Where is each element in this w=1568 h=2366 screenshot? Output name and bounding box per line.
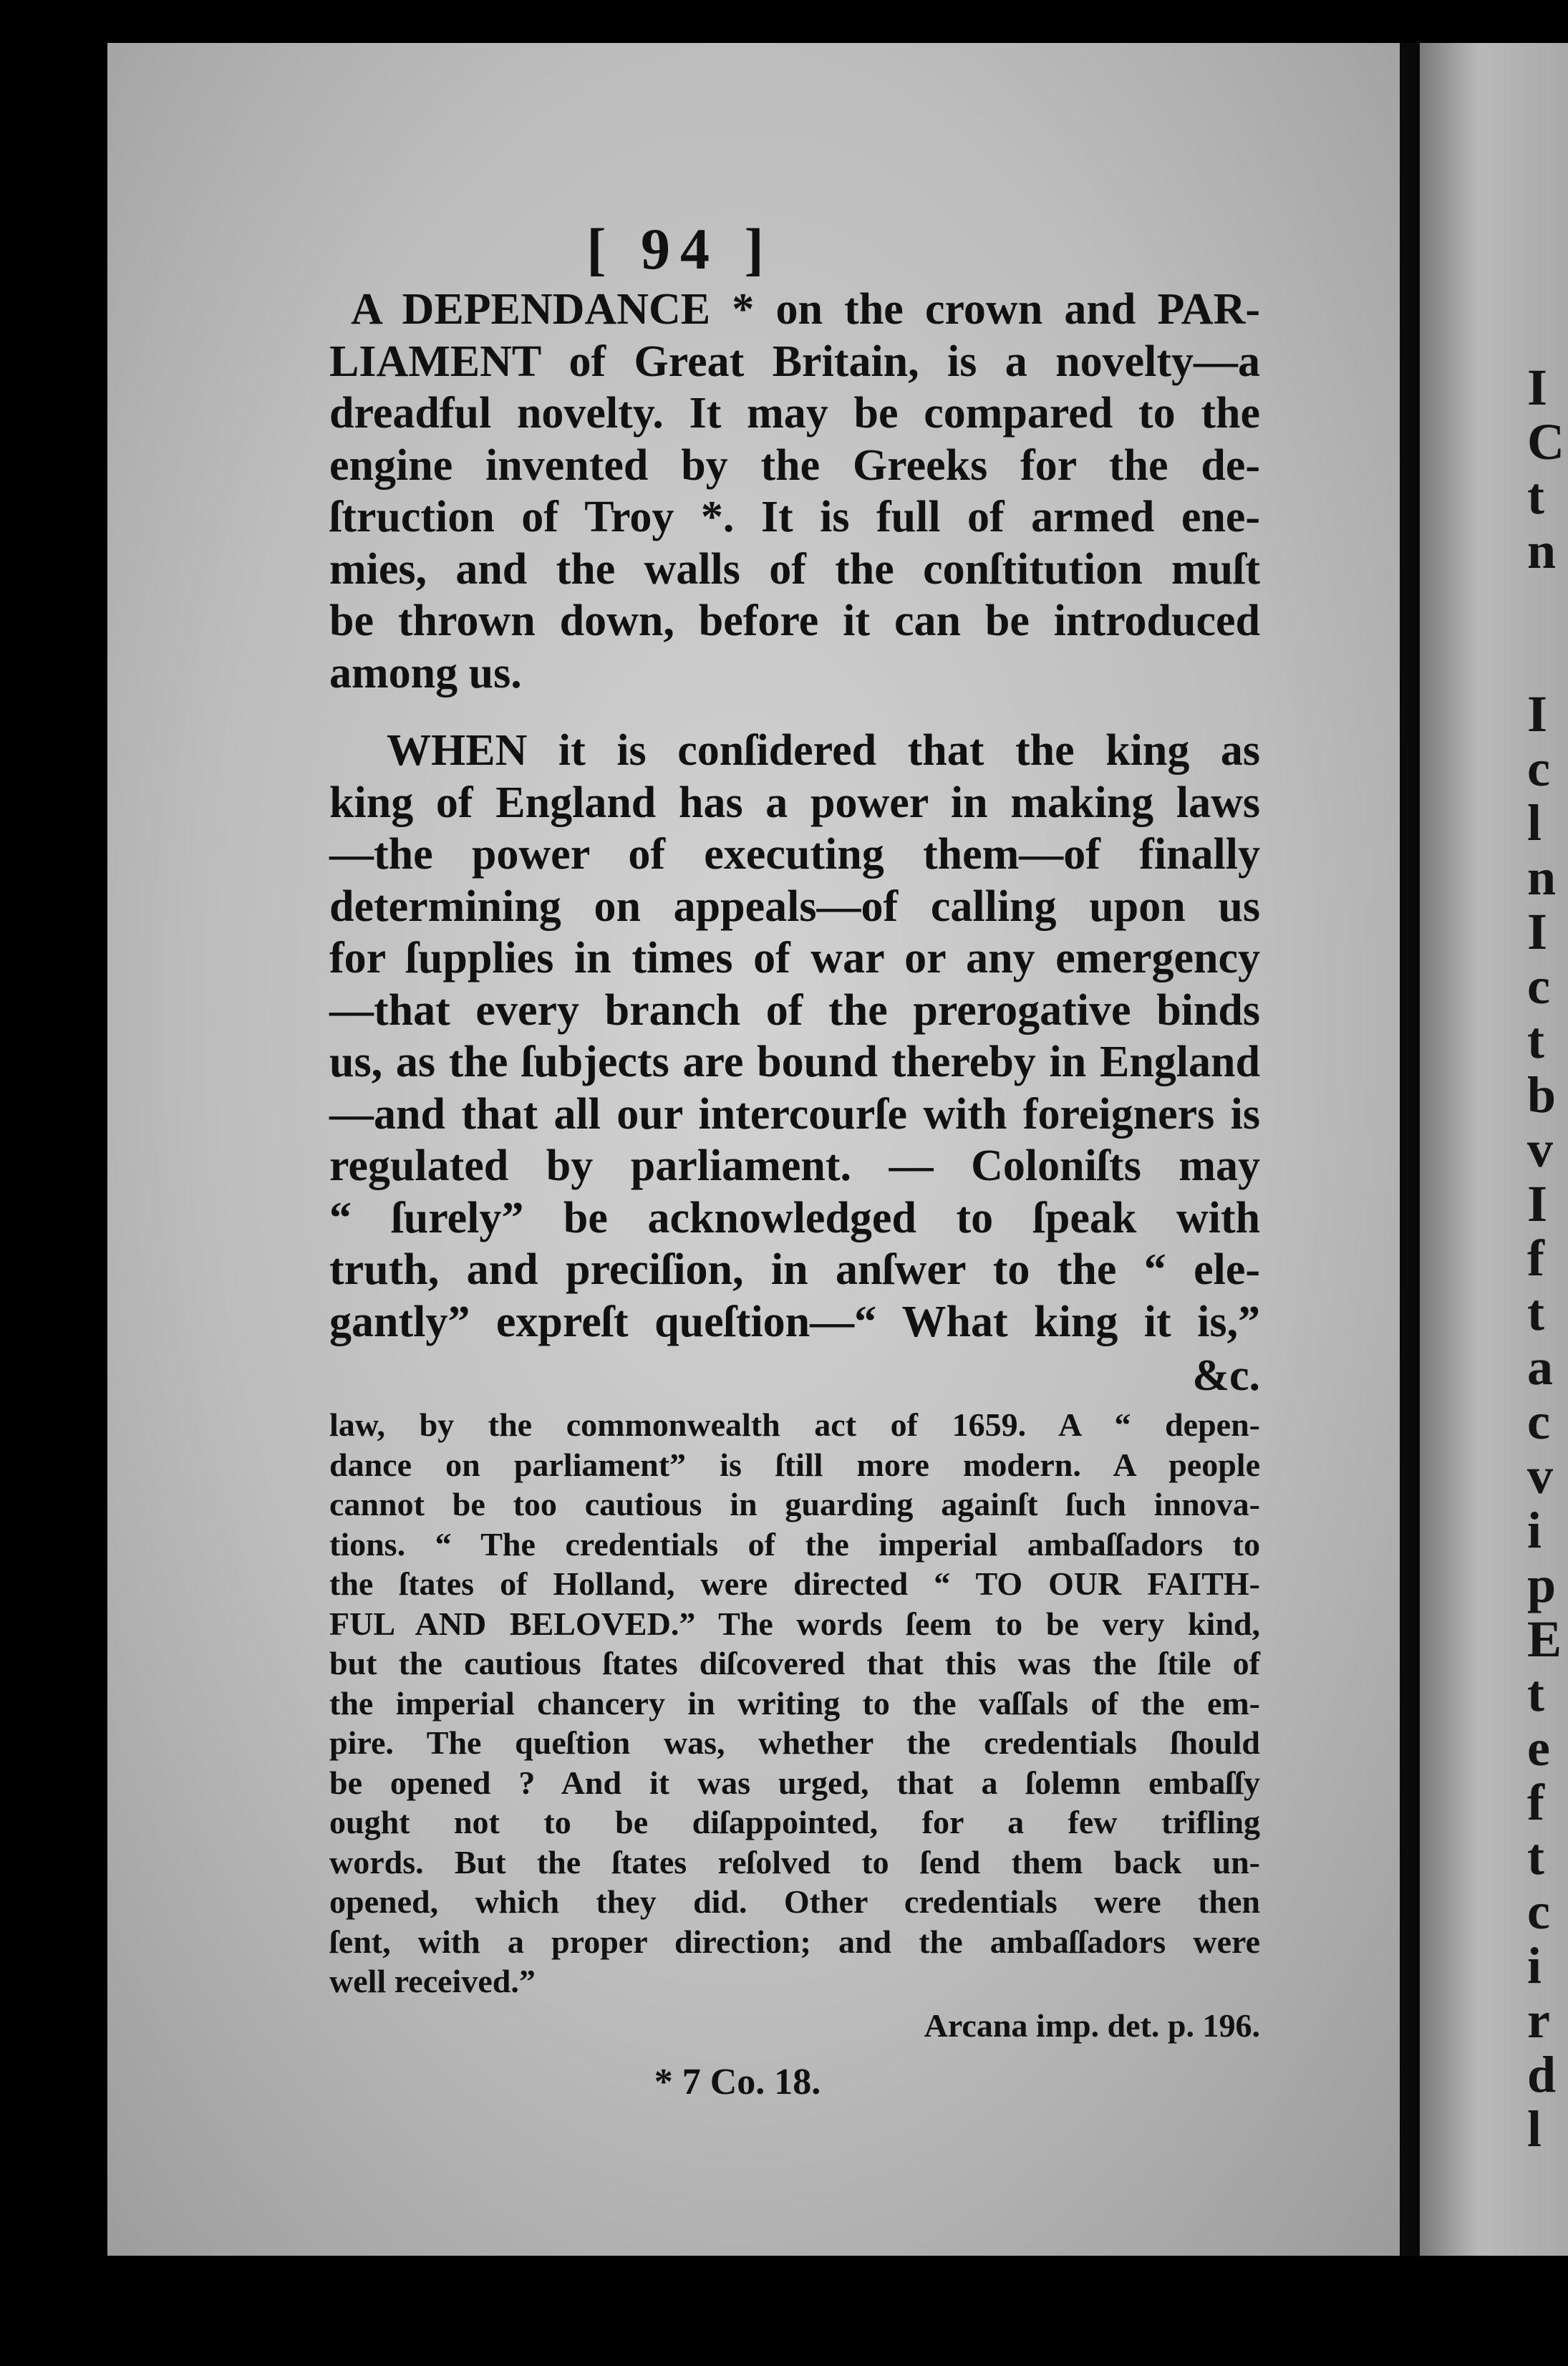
paragraph-1-line: ſtruction of Troy *. It is full of armed ene- [329, 493, 1260, 541]
footnote-line: opened, which they did. Other credentials were then [329, 1883, 1260, 1920]
adjacent-page-letter: r [1527, 1991, 1550, 2049]
adjacent-page-edge [1420, 43, 1568, 2256]
adjacent-page-letter: C [1527, 413, 1564, 470]
adjacent-page-letter: f [1527, 1774, 1544, 1831]
footnote-line: but the cautious ſtates diſcovered that this was the ſtile of [329, 1645, 1260, 1681]
footnote-line: the ſtates of Holland, were directed “ TO OUR FAITH- [329, 1565, 1260, 1602]
adjacent-page-letter: I [1527, 359, 1548, 416]
adjacent-page-letter: c [1527, 1393, 1550, 1450]
paragraph-1-line: dreadful novelty. It may be compared to the [329, 389, 1260, 438]
adjacent-page-letter: t [1527, 1012, 1544, 1069]
paragraph-2 [329, 725, 1260, 1348]
adjacent-page-letter: E [1527, 1611, 1562, 1668]
adjacent-page-letter: c [1527, 957, 1550, 1015]
paragraph-2-line: —and that all our intercourſe with foreigners is [329, 1089, 1260, 1139]
paragraph-1-line: be thrown down, before it can be introduced [329, 597, 1260, 645]
adjacent-page-letter: v [1527, 1121, 1553, 1178]
paragraph-2-line: “ ſurely” be acknowledged to ſpeak with [329, 1193, 1260, 1242]
adjacent-page-letter: l [1527, 2100, 1542, 2158]
adjacent-page-letter: b [1527, 1066, 1557, 1124]
footnote-line: FUL AND BELOVED.” The words ſeem to be very kind, [329, 1605, 1260, 1642]
footnote-line: law, by the commonwealth act of 1659. A “ depen- [329, 1406, 1260, 1443]
paragraph-2-line: —that every branch of the prerogative binds [329, 985, 1260, 1035]
footnote-line: ought not to be diſappointed, for a few trifling [329, 1804, 1260, 1840]
footnote-reference: * 7 Co. 18. [654, 2062, 821, 2102]
footnote-line: dance on parliament” is ſtill more modern. A people [329, 1446, 1260, 1483]
adjacent-page-letter: n [1527, 849, 1557, 906]
paragraph-2-line: truth, and preciſion, in anſwer to the “ ele- [329, 1245, 1260, 1294]
adjacent-page-letter: n [1527, 522, 1557, 579]
footnote-line: pire. The queſtion was, whether the credentials ſhould [329, 1724, 1260, 1761]
paragraph-1-line: LIAMENT of Great Britain, is a novelty—a [329, 337, 1260, 386]
footnote-line: words. But the ſtates reſolved to ſend them back un- [329, 1843, 1260, 1880]
adjacent-page-letter: e [1527, 1719, 1550, 1777]
paragraph-2-line: —the power of executing them—of finally [329, 830, 1260, 879]
adjacent-page-letter: c [1527, 1883, 1550, 1940]
adjacent-page-letter: I [1527, 685, 1548, 743]
adjacent-page-letter: I [1527, 1175, 1548, 1232]
paragraph-1-line: mies, and the walls of the conſtitution muſt [329, 544, 1260, 594]
page-number: [ 94 ] [586, 216, 774, 281]
footnote-line: the imperial chancery in writing to the vaſſals of the em- [329, 1684, 1260, 1722]
footnote-line: tions. “ The credentials of the imperial ambaſſadors to [329, 1525, 1260, 1563]
adjacent-page-letter: t [1527, 1284, 1544, 1341]
footnote-line: well received.” [329, 1963, 536, 1999]
paragraph-1-line: A DEPENDANCE * on the crown and PAR- [351, 285, 1260, 334]
page-gutter [1400, 43, 1420, 2256]
paragraph-2-line: regulated by parliament. — Coloniſts may [329, 1141, 1260, 1190]
footnote-citation: Arcana imp. det. p. 196. [924, 2007, 1260, 2044]
paragraph-2-line: for ſupplies in times of war or any emergency [329, 934, 1260, 982]
page-text-column [329, 215, 1260, 2103]
adjacent-page-letter: t [1527, 468, 1544, 525]
paragraph-2-line: king of England has a power in making laws [329, 778, 1260, 827]
adjacent-page-letter: I [1527, 903, 1548, 960]
paragraph-1-line: engine invented by the Greeks for the de- [329, 440, 1260, 490]
footnote [329, 1405, 1260, 2002]
paragraph-1-line: among us. [329, 648, 522, 697]
adjacent-page-letter: d [1527, 2046, 1557, 2103]
adjacent-page-letter: f [1527, 1230, 1544, 1287]
adjacent-page-letter: t [1527, 1828, 1544, 1885]
footnote-line: cannot be too cautious in guarding againſt ſuch innova- [329, 1486, 1260, 1522]
adjacent-page-letter: i [1527, 1937, 1542, 1994]
paragraph-2-line: WHEN it is conſidered that the king as [387, 726, 1260, 775]
footnote-line: ſent, with a proper direction; and the ambaſſadors were [329, 1923, 1260, 1960]
paragraph-2-line: gantly” expreſt queſtion—“ What king it is,” [329, 1297, 1260, 1346]
adjacent-page-letter: a [1527, 1338, 1553, 1396]
etc-mark: &c. [1192, 1351, 1260, 1400]
paragraph-2-line: determining on appeals—of calling upon us [329, 882, 1260, 931]
adjacent-page-letter: c [1527, 740, 1550, 797]
adjacent-page-letter: i [1527, 1502, 1542, 1559]
adjacent-page-letter: t [1527, 1665, 1544, 1722]
adjacent-page-letter: l [1527, 794, 1542, 851]
paragraph-2-line: us, as the ſubjects are bound thereby in England [329, 1038, 1260, 1086]
adjacent-page-letter: v [1527, 1447, 1553, 1505]
footnote-line: be opened ? And it was urged, that a ſolemn embaſſy [329, 1764, 1260, 1801]
adjacent-page-letter: p [1527, 1556, 1557, 1613]
paragraph-1 [329, 284, 1260, 699]
